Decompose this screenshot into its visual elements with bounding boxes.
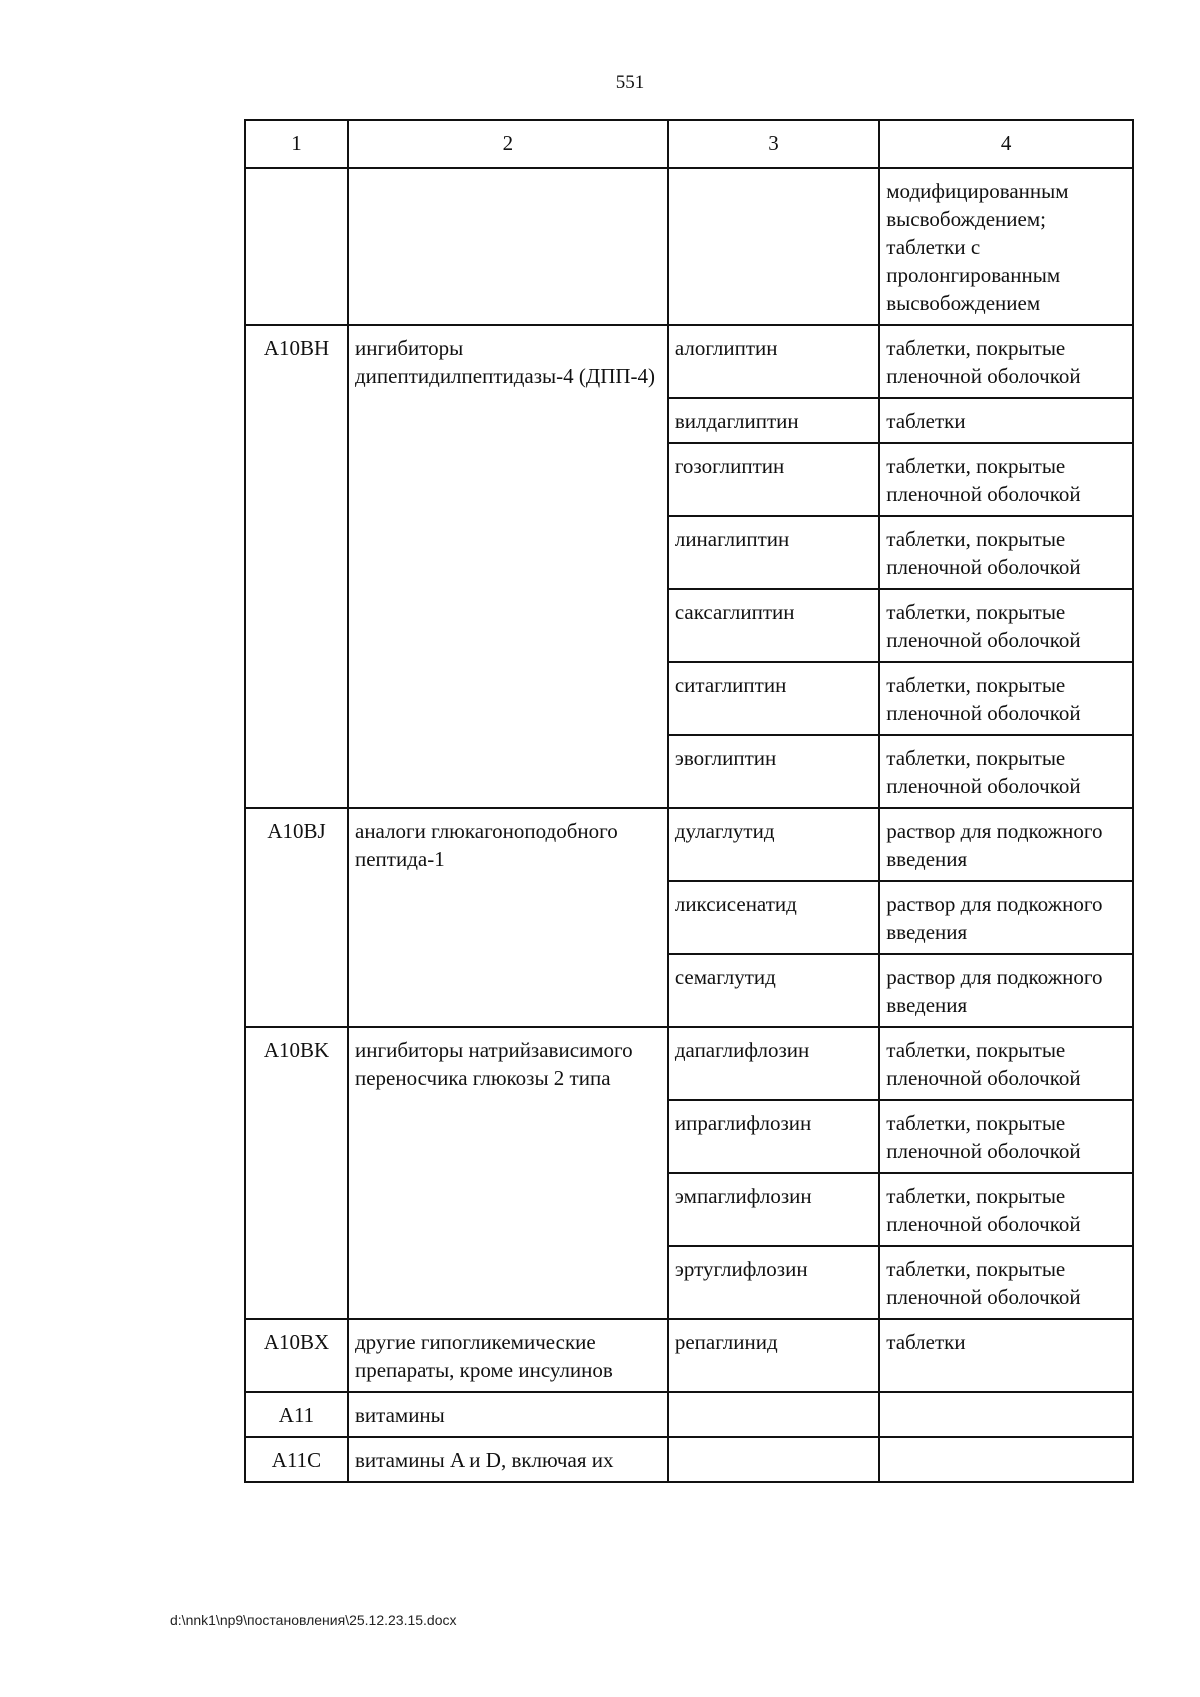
group-name-cell: витамины [348, 1392, 668, 1437]
atc-code-cell: A10BH [245, 325, 348, 808]
page-number: 551 [615, 72, 645, 93]
drug-name-cell: ситаглиптин [668, 662, 879, 735]
table-row [245, 1437, 1133, 1482]
drug-name-cell: саксаглиптин [668, 589, 879, 662]
atc-code-cell: A10BX [245, 1319, 348, 1392]
dosage-form-cell [879, 1392, 1133, 1437]
dosage-form-cell [879, 1437, 1133, 1482]
drug-name-cell: репаглинид [668, 1319, 879, 1392]
drug-name-cell: эртуглифлозин [668, 1246, 879, 1319]
dosage-form-cell: таблетки [879, 398, 1133, 443]
drug-name-cell [668, 1392, 879, 1437]
atc-code-cell: A11C [245, 1437, 348, 1482]
drug-name-cell: эвоглиптин [668, 735, 879, 808]
continuation-row [245, 168, 1133, 325]
dosage-form-cell: таблетки, покрытые пленочной оболочкой [879, 735, 1133, 808]
drug-name-cell: ипраглифлозин [668, 1100, 879, 1173]
table-row [245, 1392, 1133, 1437]
drug-name-cell: линаглиптин [668, 516, 879, 589]
dosage-form-cell: раствор для подкожного введения [879, 954, 1133, 1027]
dosage-form-cell: таблетки, покрытые пленочной оболочкой [879, 662, 1133, 735]
header-col-3: 3 [668, 120, 879, 168]
dosage-form-cell: раствор для подкожного введения [879, 881, 1133, 954]
dosage-form-cell: таблетки, покрытые пленочной оболочкой [879, 325, 1133, 398]
table-row [245, 325, 1133, 398]
group-name-cell: ингибиторы дипептидилпептидазы-4 (ДПП-4) [348, 325, 668, 808]
atc-code-cell: A10BK [245, 1027, 348, 1319]
atc-code-cell: A11 [245, 1392, 348, 1437]
dosage-form-cell: таблетки [879, 1319, 1133, 1392]
dosage-form-cell: таблетки, покрытые пленочной оболочкой [879, 589, 1133, 662]
group-name-cell: аналоги глюкагоноподобного пептида-1 [348, 808, 668, 1027]
drug-name-cell: дулаглутид [668, 808, 879, 881]
dosage-form-cell: таблетки, покрытые пленочной оболочкой [879, 1100, 1133, 1173]
table-row [245, 1319, 1133, 1392]
drug-name-cell: эмпаглифлозин [668, 1173, 879, 1246]
continuation-cell-2 [348, 168, 668, 325]
dosage-form-cell: таблетки, покрытые пленочной оболочкой [879, 1246, 1133, 1319]
header-col-2: 2 [348, 120, 668, 168]
dosage-form-cell: таблетки, покрытые пленочной оболочкой [879, 443, 1133, 516]
group-name-cell: витамины A и D, включая их [348, 1437, 668, 1482]
group-name-cell: ингибиторы натрийзависимого переносчика глюкозы 2 типа [348, 1027, 668, 1319]
drug-name-cell: семаглутид [668, 954, 879, 1027]
header-col-4: 4 [879, 120, 1133, 168]
dosage-form-cell: раствор для подкожного введения [879, 808, 1133, 881]
table-body [245, 168, 1133, 1482]
table-row [245, 1027, 1133, 1100]
drug-name-cell: дапаглифлозин [668, 1027, 879, 1100]
drug-name-cell: алоглиптин [668, 325, 879, 398]
drug-name-cell: гозоглиптин [668, 443, 879, 516]
dosage-form-cell: таблетки, покрытые пленочной оболочкой [879, 1173, 1133, 1246]
table-row [245, 808, 1133, 881]
footer-file-path: d:\nnk1\np9\постановления\25.12.23.15.docx [170, 1612, 457, 1628]
continuation-cell-4: модифицированным высвобождением; таблетки с пролонгированным высвобождением [879, 168, 1133, 325]
header-row [245, 120, 1133, 168]
dosage-form-cell: таблетки, покрытые пленочной оболочкой [879, 516, 1133, 589]
drug-name-cell [668, 1437, 879, 1482]
continuation-cell-1 [245, 168, 348, 325]
drug-name-cell: вилдаглиптин [668, 398, 879, 443]
header-col-1: 1 [245, 120, 348, 168]
continuation-cell-3 [668, 168, 879, 325]
group-name-cell: другие гипогликемические препараты, кроме инсулинов [348, 1319, 668, 1392]
atc-code-cell: A10BJ [245, 808, 348, 1027]
drug-name-cell: ликсисенатид [668, 881, 879, 954]
dosage-form-cell: таблетки, покрытые пленочной оболочкой [879, 1027, 1133, 1100]
medication-table [244, 119, 1134, 1483]
